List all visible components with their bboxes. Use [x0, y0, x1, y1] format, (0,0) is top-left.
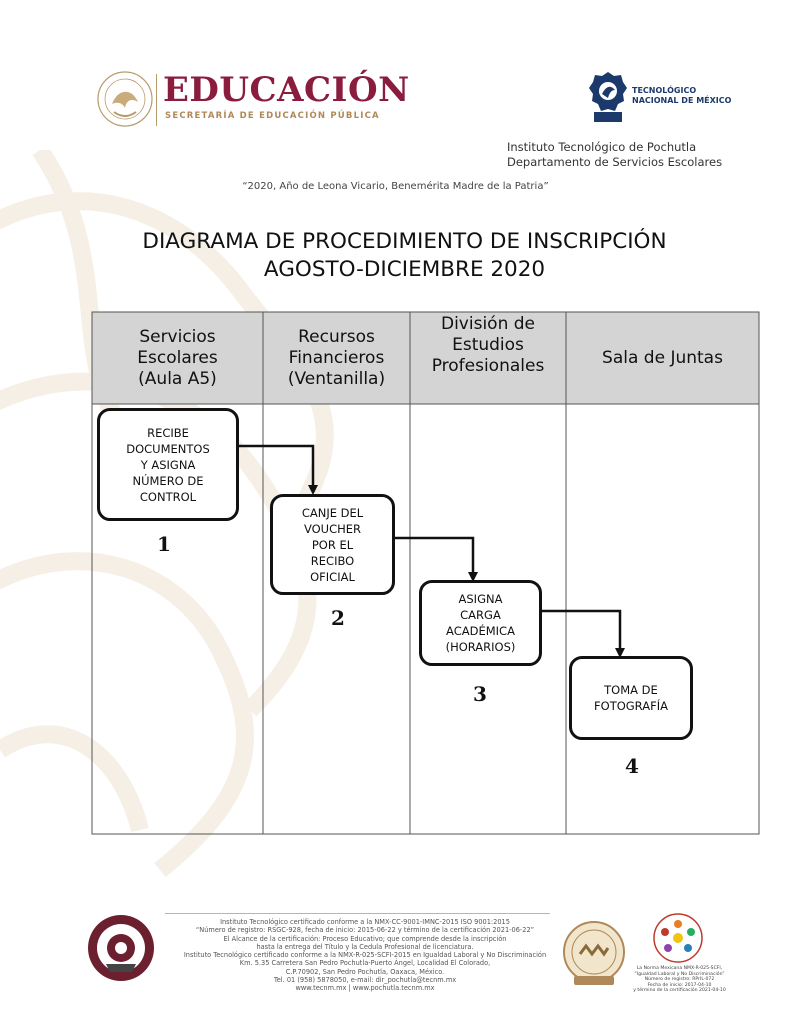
- lane-header-line: Sala de Juntas: [602, 347, 723, 368]
- step-box-2: [270, 494, 395, 595]
- step-text-line: POR EL: [311, 537, 354, 552]
- connector-2-3: [393, 538, 473, 577]
- tecnm-name-line2: NACIONAL DE MÉXICO: [632, 96, 732, 105]
- lane-header-division-estudios: [410, 312, 566, 404]
- education-subtitle: SECRETARÍA DE EDUCACIÓN PÚBLICA: [165, 111, 380, 121]
- footer-line: Km. 5.35 Carretera San Pedro Pochutla-Puerto Ángel, Localidad El Colorado,: [239, 959, 491, 968]
- step-text-line: ASIGNA: [458, 592, 503, 606]
- lane-header-line: Servicios: [139, 326, 216, 347]
- lane-header-line: Financieros: [288, 347, 385, 368]
- step-number-3: 3: [473, 682, 487, 706]
- footer-line: hasta la entrega del Título y la Cedula Profesional de licenciatura.: [256, 942, 474, 951]
- equality-certification-note: [627, 966, 732, 994]
- footer-line: Tel. 01 (958) 5878050, e-mail: dir_pochutla@tecnm.mx: [273, 976, 457, 985]
- department-name: Departamento de Servicios Escolares: [507, 155, 723, 169]
- lane-header-line: Estudios: [452, 335, 524, 355]
- lane-header-sala-juntas: [566, 312, 759, 404]
- lane-header-line: (Ventanilla): [287, 368, 386, 389]
- lane-header-servicios-escolares: [92, 312, 263, 404]
- igualdad-laboral-seal-icon: [652, 912, 704, 964]
- note-line: “Igualdad Laboral y No Discriminación”: [634, 971, 725, 977]
- step-number-2: 2: [331, 606, 345, 630]
- step-number-1: 1: [157, 532, 171, 556]
- note-line: Número de registro: RPrIL-072: [644, 977, 715, 983]
- step-text-line: VOUCHER: [303, 521, 362, 536]
- step-text-line: RECIBO: [310, 553, 355, 568]
- step-box-3: [419, 580, 542, 666]
- education-title: EDUCACIÓN: [163, 70, 410, 110]
- note-line: y término de la certificación 2021-04-10: [633, 988, 726, 994]
- step-text-line: NÚMERO DE: [132, 473, 204, 488]
- title-line1: DIAGRAMA DE PROCEDIMIENTO DE INSCRIPCIÓN: [142, 229, 667, 254]
- footer-line: Instituto Tecnológico certificado conforme a la NMX-CC-9001-IMNC-2015 ISO 9001:2015: [220, 918, 510, 926]
- step-text-line: FOTOGRAFÍA: [594, 699, 668, 713]
- note-line: La Norma Mexicana NMX-R-025-SCFI,: [636, 966, 723, 971]
- step-text-line: CONTROL: [139, 489, 197, 504]
- lane-header-line: División de: [440, 314, 535, 334]
- title-line2: AGOSTO-DICIEMBRE 2020: [263, 257, 546, 282]
- gestion-calidad-seal-icon: [562, 920, 626, 988]
- step-text-line: RECIBE: [147, 425, 189, 440]
- step-text-line: OFICIAL: [310, 569, 355, 584]
- footer-text: [130, 918, 600, 993]
- lane-header-line: Escolares: [137, 347, 218, 368]
- step-text-line: DOCUMENTOS: [126, 441, 210, 456]
- footer-line: El Alcance de la certificación: Proceso Educativo; que comprende desde la inscripción: [223, 934, 507, 943]
- lane-header-line: (Aula A5): [138, 368, 217, 389]
- step-text-line: ACADÉMICA: [446, 624, 515, 638]
- note-line: Fecha de inicio: 2017-04-10: [647, 982, 712, 988]
- step-text-line: CARGA: [460, 608, 501, 622]
- step-text-line: Y ASIGNA: [140, 457, 196, 472]
- step-text-line: CANJE DEL: [301, 505, 364, 520]
- step-text-line: (HORARIOS): [445, 640, 516, 654]
- footer-divider: [165, 913, 550, 914]
- lane-header-line: Profesionales: [431, 356, 545, 376]
- step-box-4: [569, 656, 693, 740]
- step-text-line: TOMA DE: [604, 683, 658, 697]
- step-box-1: [97, 408, 239, 521]
- step-number-4: 4: [625, 754, 639, 778]
- motto: “2020, Año de Leona Vicario, Benemérita Madre de la Patria”: [242, 181, 549, 192]
- institute-name: Instituto Tecnológico de Pochutla: [507, 140, 697, 154]
- tecnm-name-line1: TECNOLÓGICO: [632, 86, 697, 95]
- connector-1-2: [238, 446, 313, 490]
- footer-line: www.tecnm.mx | www.pochutla.tecnm.mx: [295, 984, 435, 993]
- lane-header-line: Recursos: [298, 326, 375, 347]
- footer-line: “Número de registro: RSGC-928, fecha de inicio: 2015-06-22 y término de la certificación 2021-06-22”: [195, 926, 535, 935]
- footer-line: Instituto Tecnológico certificado conforme a la NMX-R-025-SCFI-2015 en Igualdad Laboral y No Discriminación: [183, 951, 547, 960]
- lane-header-recursos-financieros: [263, 312, 410, 404]
- footer-line: C.P.70902, San Pedro Pochutla, Oaxaca, México.: [285, 967, 445, 976]
- connector-3-4: [541, 611, 620, 653]
